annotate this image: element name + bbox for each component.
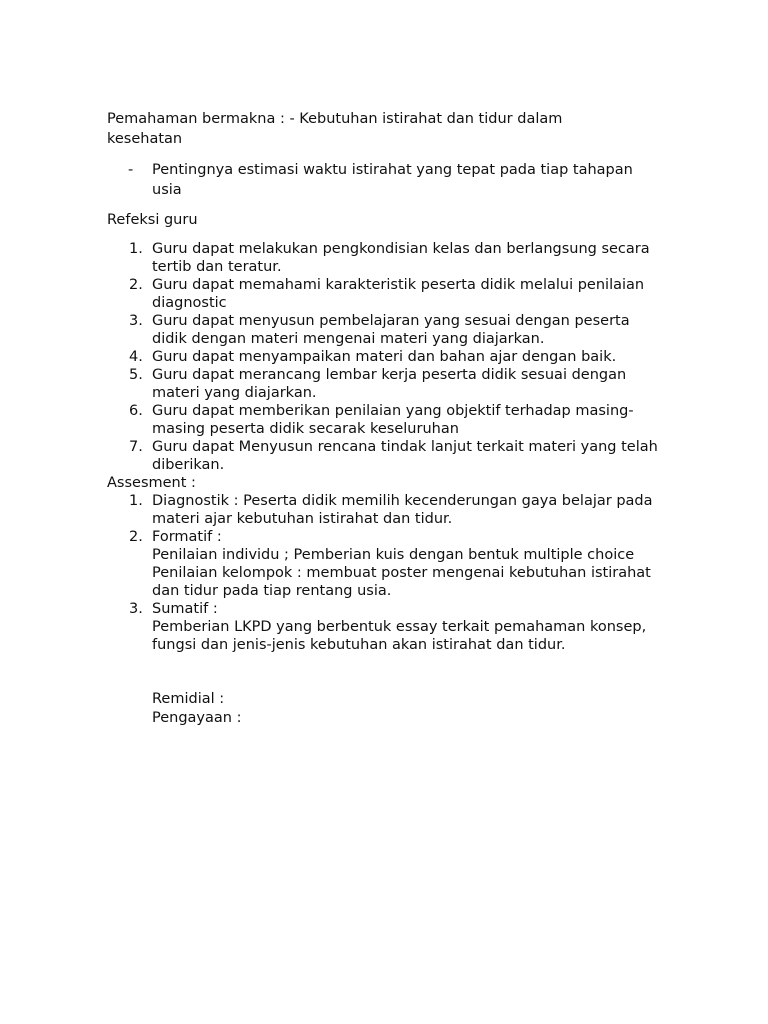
- assessment-heading: Assesment :: [107, 475, 196, 491]
- item-text: Guru dapat memahami karakteristik peserta didik melalui penilaian diagnostic: [152, 277, 645, 311]
- enrichment-label: Pengayaan :: [152, 710, 242, 726]
- reflection-heading: Refeksi guru: [107, 212, 198, 228]
- item-text: Guru dapat Menyusun rencana tindak lanjut terkait materi yang telah diberikan.: [152, 439, 658, 473]
- list-item: [107, 348, 662, 366]
- assessment-list: [107, 492, 667, 654]
- item-number: 2.: [129, 529, 143, 545]
- item-text: Guru dapat memberikan penilaian yang objektif terhadap masing-masing peserta didik secarak keseluruhan: [152, 403, 634, 437]
- understanding-bullet-list: [107, 160, 667, 200]
- item-number: 3.: [129, 601, 143, 617]
- item-number: 1.: [129, 493, 143, 509]
- item-detail: Penilaian individu ; Pemberian kuis dengan bentuk multiple choice: [152, 547, 635, 563]
- list-item: [107, 276, 662, 312]
- reflection-list: [107, 240, 667, 474]
- item-number: 5.: [129, 367, 143, 383]
- followup-block: [107, 690, 667, 728]
- item-number: 1.: [129, 241, 143, 257]
- item-text: Guru dapat merancang lembar kerja peserta didik sesuai dengan materi yang diajarkan.: [152, 367, 627, 401]
- list-item: [107, 366, 662, 402]
- item-detail: Penilaian kelompok : membuat poster mengenai kebutuhan istirahat dan tidur pada tiap rentang usia.: [152, 565, 651, 599]
- list-item: [107, 312, 662, 348]
- item-number: 4.: [129, 349, 143, 365]
- list-item: [107, 160, 662, 200]
- dash-marker: -: [128, 162, 134, 178]
- item-number: 2.: [129, 277, 143, 293]
- item-text: Guru dapat menyusun pembelajaran yang sesuai dengan peserta didik dengan materi mengenai materi yang diajarkan.: [152, 313, 630, 347]
- document-page: [107, 109, 667, 728]
- bullet-text: Pentingnya estimasi waktu istirahat yang tepat pada tiap tahapan usia: [152, 162, 633, 198]
- list-item: [107, 492, 662, 528]
- list-item: [107, 600, 662, 654]
- item-text: Diagnostik : Peserta didik memilih kecenderungan gaya belajar pada materi ajar kebutuhan istirahat dan tidur.: [152, 493, 653, 527]
- list-item: [107, 528, 662, 600]
- item-detail: Pemberian LKPD yang berbentuk essay terkait pemahaman konsep, fungsi dan jenis-jenis kebutuhan akan istirahat dan tidur.: [152, 619, 647, 653]
- item-text: Guru dapat menyampaikan materi dan bahan ajar dengan baik.: [152, 349, 617, 365]
- item-label: Formatif :: [152, 529, 222, 545]
- list-item: [107, 240, 662, 276]
- list-item: [107, 402, 662, 438]
- understanding-title: Pemahaman bermakna : - Kebutuhan istirahat dan tidur dalam kesehatan: [107, 111, 563, 147]
- item-number: 6.: [129, 403, 143, 419]
- item-label: Sumatif :: [152, 601, 218, 617]
- item-number: 7.: [129, 439, 143, 455]
- item-text: Guru dapat melakukan pengkondisian kelas dan berlangsung secara tertib dan teratur.: [152, 241, 650, 275]
- remedial-label: Remidial :: [152, 691, 225, 707]
- item-number: 3.: [129, 313, 143, 329]
- list-item: [107, 438, 662, 474]
